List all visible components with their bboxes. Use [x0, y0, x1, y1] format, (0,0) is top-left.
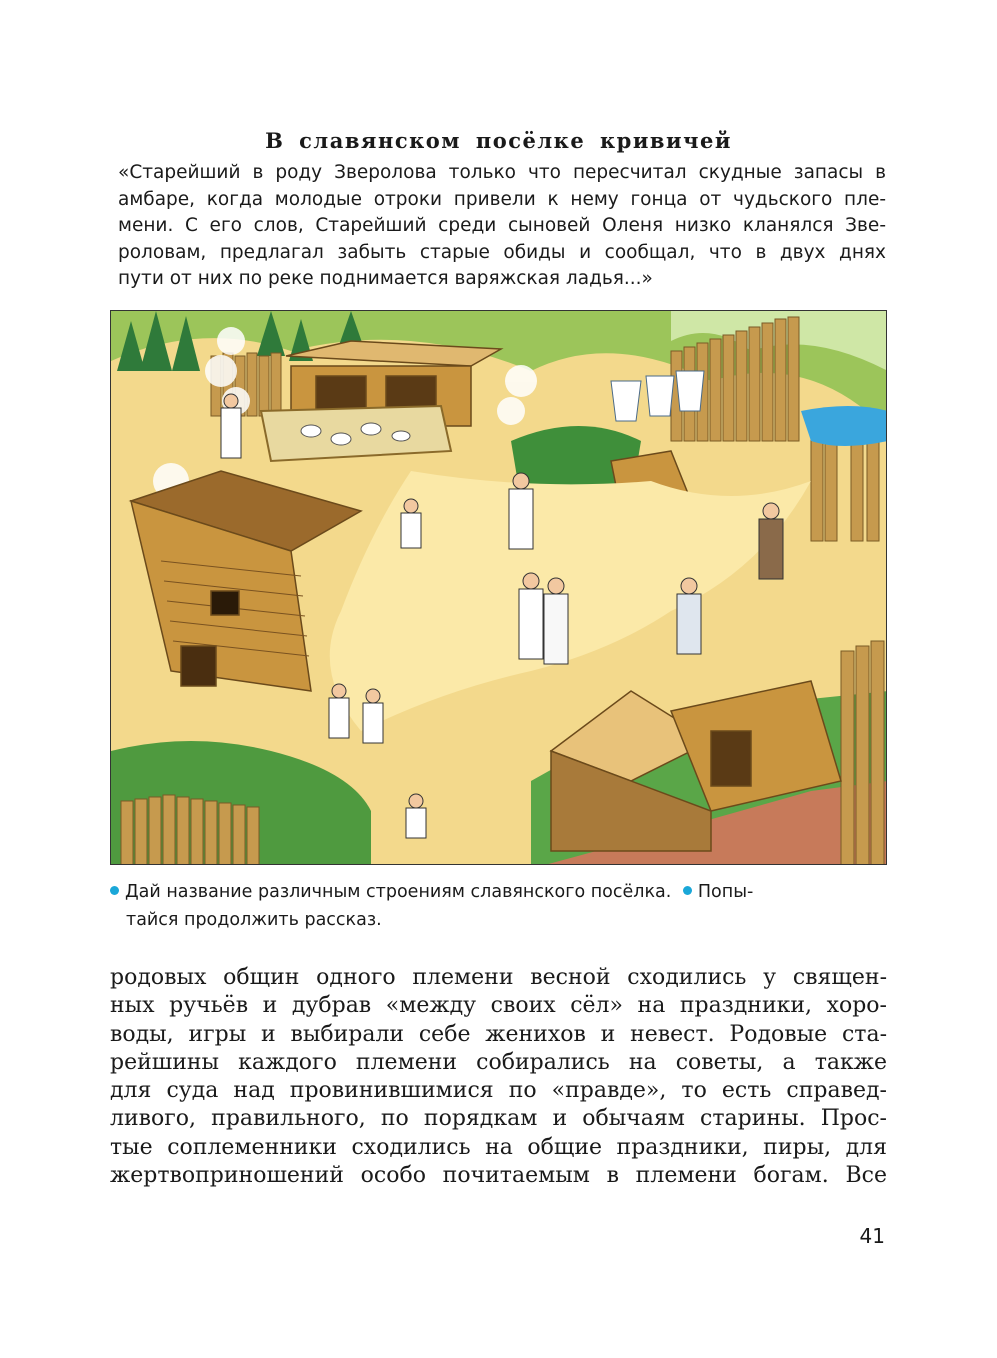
quote-line: «Старейший в роду Зверолова только что пересчитал скудные запасы в	[118, 162, 886, 183]
body-line: рейшины каждого племени собирались на советы, а также	[110, 1049, 887, 1075]
body-line: ных ручьёв и дубрав «между своих сёл» на праздники, хоро-	[110, 993, 887, 1019]
body-line: жертвоприношений особо почитаемым в племени богам. Все	[110, 1163, 887, 1189]
caption-line: тайся продолжить рассказ.	[126, 910, 382, 930]
body-line: ливого, правильного, по порядкам и обычаям старины. Прос-	[110, 1106, 887, 1132]
body-line: для суда над провинившимися по «правде», то есть справед-	[110, 1078, 887, 1104]
illustration-caption	[110, 878, 887, 934]
quote-line: мени. С его слов, Старейший среди сыновей Оленя низко кланялся Зве-	[118, 215, 886, 236]
bullet-icon	[683, 886, 692, 895]
village-illustration	[110, 310, 887, 865]
bullet-icon	[110, 886, 119, 895]
caption-task-2: Попы-	[697, 882, 754, 902]
body-text	[110, 964, 887, 1190]
story-quote	[118, 160, 886, 293]
caption-task-1: Дай название различным строениям славянского посёлка.	[125, 882, 672, 902]
section-heading: В славянском посёлке кривичей	[265, 128, 732, 153]
quote-line: роловам, предлагал забыть старые обиды и сообщал, что в двух днях	[118, 241, 886, 263]
body-line: родовых общин одного племени весной сходились у священ-	[110, 965, 887, 990]
quote-line: пути от них по реке поднимается варяжская ладья...»	[118, 268, 653, 289]
body-line: тые соплеменники сходились на общие праздники, пиры, для	[110, 1134, 887, 1160]
page-number: 41	[859, 1224, 885, 1248]
body-line: воды, игры и выбирали себе женихов и невест. Родовые ста-	[110, 1021, 887, 1047]
quote-line: амбаре, когда молодые отроки привели к нему гонца от чудьского пле-	[118, 188, 886, 210]
